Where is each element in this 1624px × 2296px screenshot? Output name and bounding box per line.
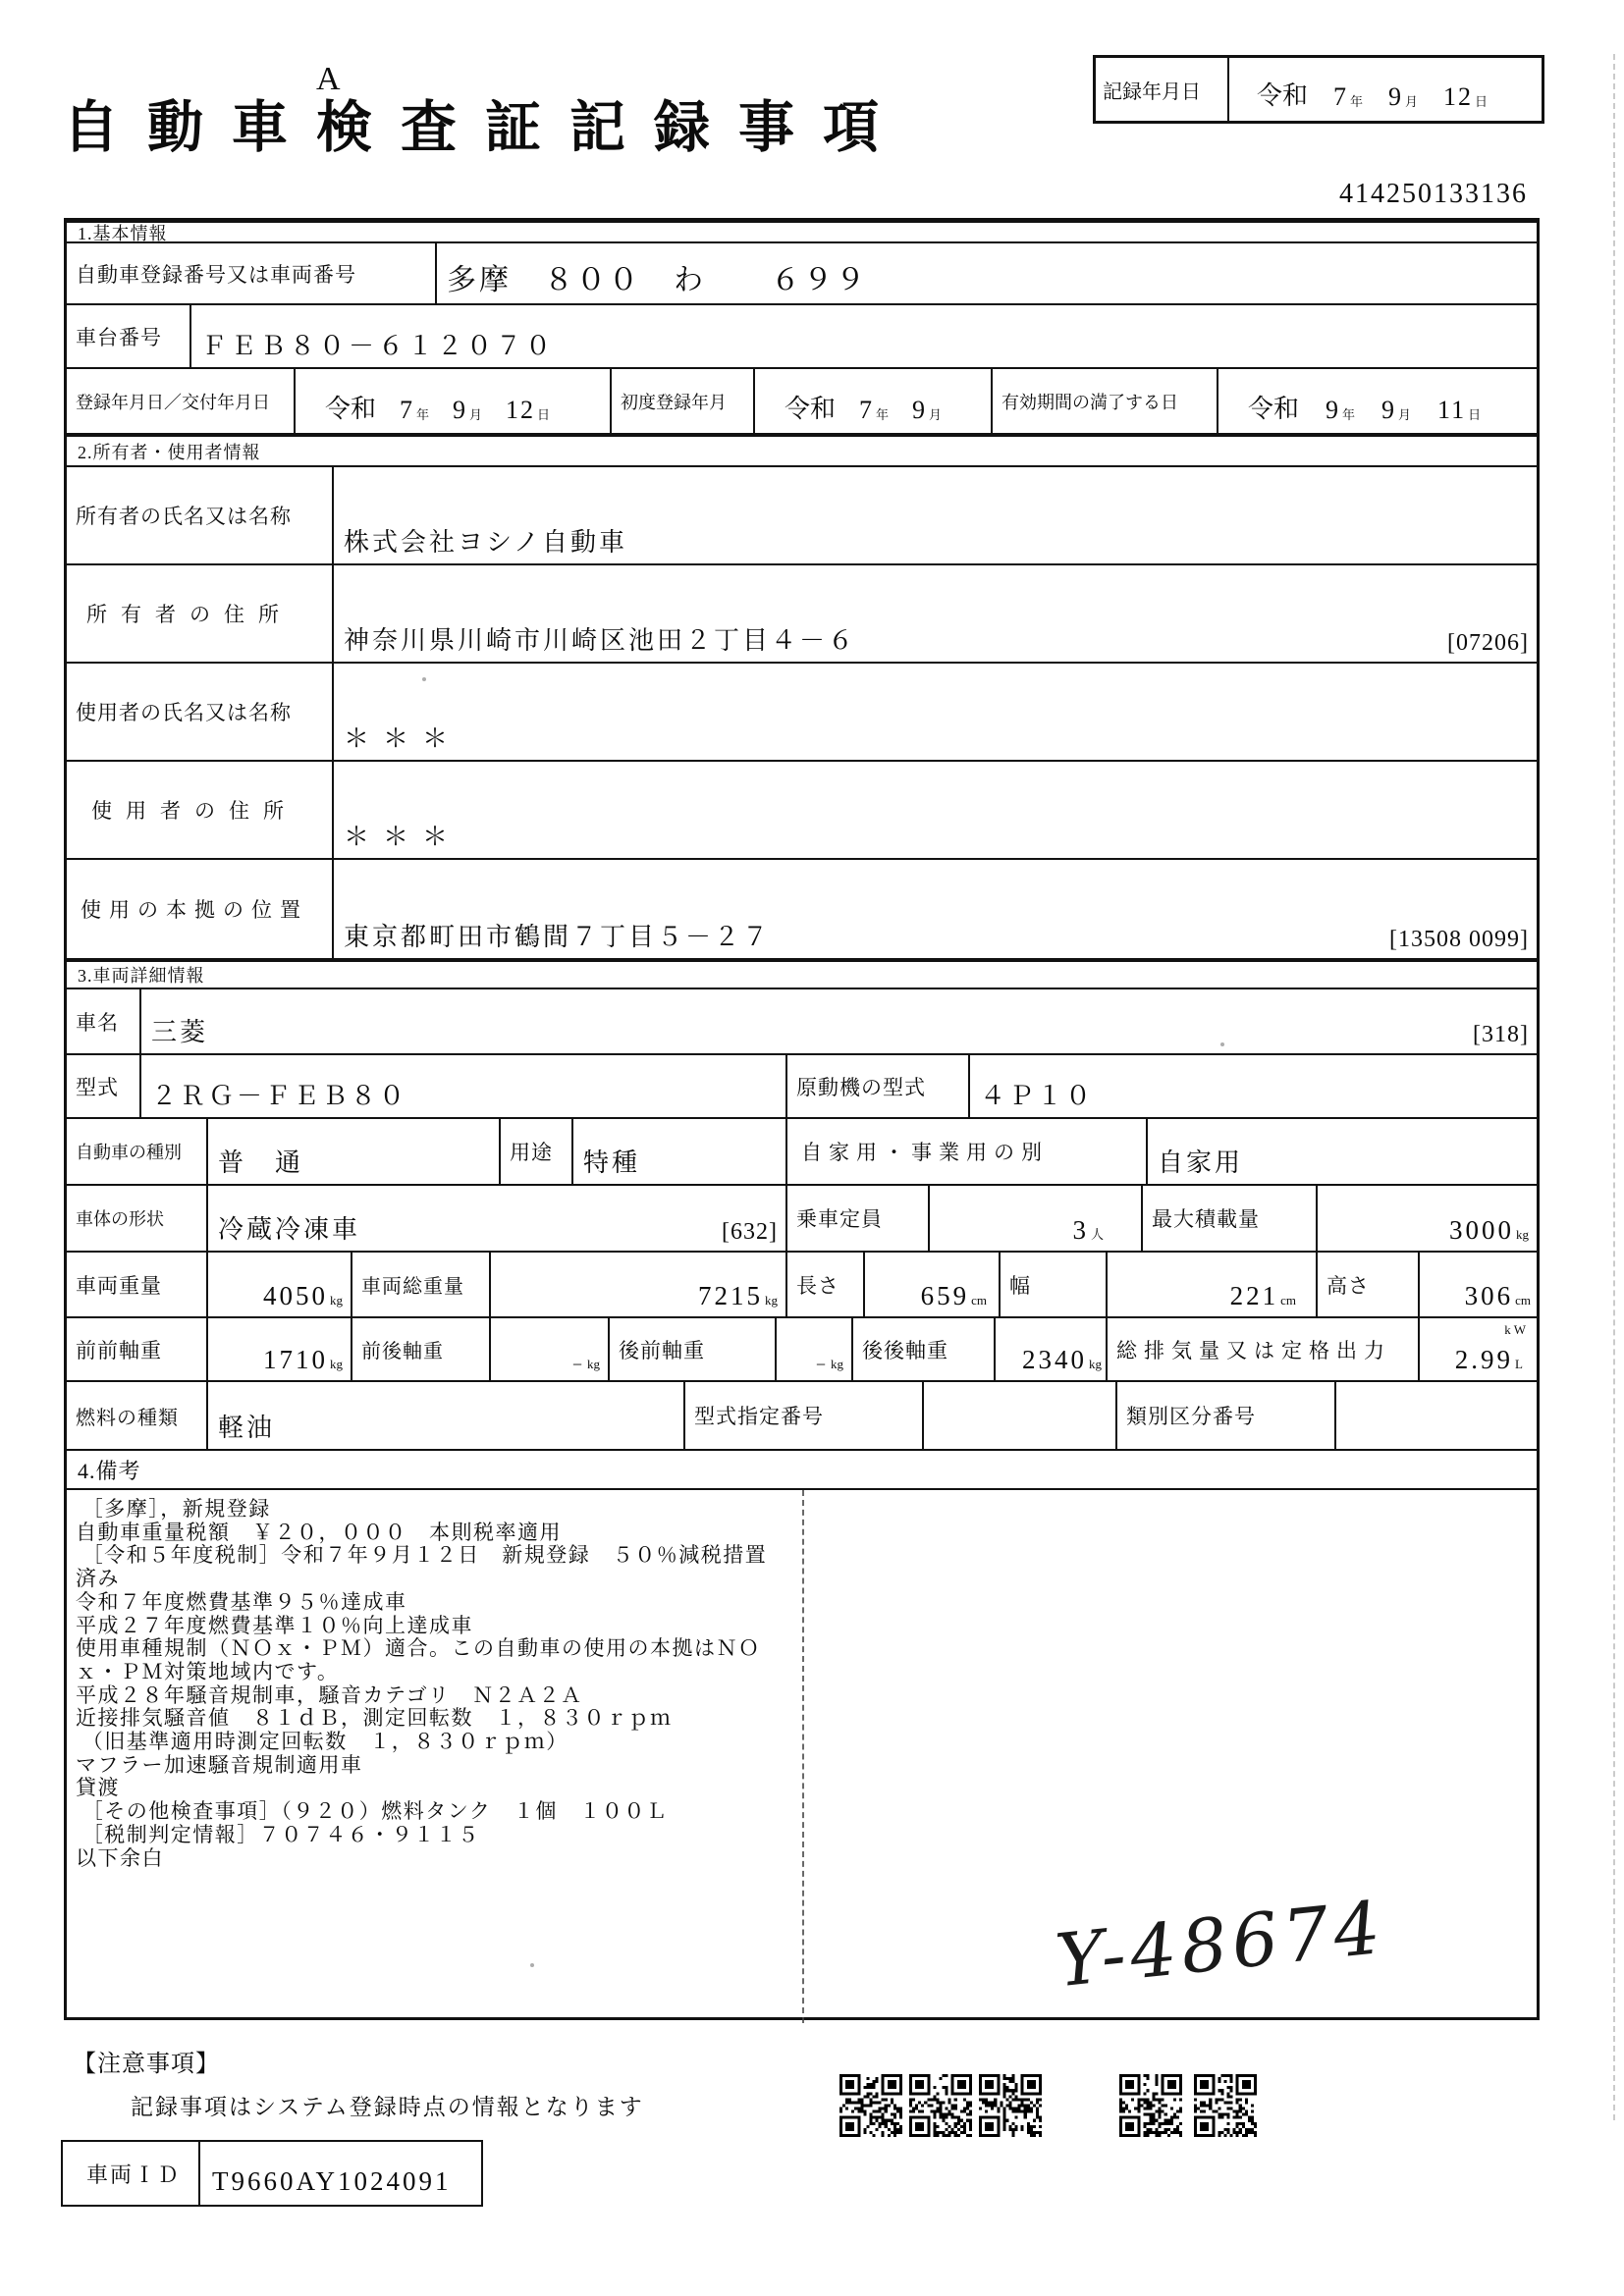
height-label: 高さ [1318,1253,1420,1316]
gross-weight-value: 7215 kg [491,1253,787,1316]
displacement-value: kW 2.99 L [1454,1322,1529,1374]
remarks-block [76,1498,851,1870]
remark-line: 済み [76,1567,120,1591]
user-name-label: 使用者の氏名又は名称 [67,664,334,760]
remark-line: 貸渡 [76,1776,120,1800]
scan-speck [530,1963,534,1967]
handwritten-mark: Y-48674 [1052,1885,1389,2004]
length-label: 長さ [787,1253,865,1316]
vehicle-weight-value: 4050 kg [208,1253,352,1316]
section-basic-info-header: 1.基本情報 [67,221,1537,243]
remark-line: 平成２８年騒音規制車，騒音カテゴリ Ｎ２Ａ２Ａ [76,1682,583,1707]
row-fuel [67,1382,1537,1449]
remark-line: （旧基準適用時測定回転数 １，８３０ｒｐｍ） [76,1730,568,1754]
scan-margin-line [1613,54,1615,2120]
user-name-value: ＊＊＊ [344,724,462,753]
gross-weight-label: 車両総重量 [352,1253,491,1316]
document-number: 414250133136 [1339,179,1528,209]
capacity-label: 乗車定員 [787,1186,930,1251]
engine-model-value: ４Ｐ１０ [980,1082,1095,1110]
row-base-location [67,860,1537,960]
vehicle-id-value: T9660AY1024091 [212,2166,452,2196]
capacity-value: 3 人 [930,1186,1143,1251]
private-business-label: 自家用・事業用の別 [787,1119,1148,1184]
row-vehicle-kind [67,1119,1537,1186]
chassis-number-label: 車台番号 [67,305,191,367]
record-date-era: 令和 [1257,81,1309,110]
remark-line: ［その他検査事項］（９２０）燃料タンク １個 １００Ｌ [76,1799,669,1824]
body-shape-code: [632] [722,1219,778,1245]
page-title: 自動車検査証記録事項 [63,97,907,159]
row-registration-number [67,243,1537,305]
row-make [67,989,1537,1055]
registration-number-value: 多摩 ８００ わ ６９９ [447,264,868,296]
remark-line: マフラー加速騒音規制適用車 [76,1752,363,1777]
model-value: ２ＲＧ－ＦＥＢ８０ [141,1055,787,1117]
remark-line: ［令和５年度税制］令和７年９月１２日 新規登録 ５０％減税措置 [76,1543,768,1568]
vehicle-id-label: 車両ＩＤ [63,2142,200,2205]
axle-rr-value: 2340 kg [996,1318,1108,1380]
vehicle-kind-value: 普 通 [208,1119,501,1184]
remark-line: ［税制判定情報］７０７４６・９１１５ [76,1822,480,1846]
section-remarks-header: 4.備考 [67,1449,1537,1490]
private-business-value: 自家用 [1158,1148,1244,1177]
row-user-address [67,762,1537,860]
type-cert-label: 型式指定番号 [685,1382,924,1449]
qr-code [839,2074,902,2137]
owner-name-label: 所有者の氏名又は名称 [67,467,334,563]
row-owner-name [67,467,1537,565]
height-value: 306 cm [1464,1281,1531,1310]
base-location-code: [13508 0099] [1389,927,1529,952]
remark-line: 使用車種規制（ＮＯｘ・ＰＭ）適合。この自動車の使用の本拠はＮＯ [76,1636,761,1661]
body-shape-value: 冷蔵冷凍車 [632] [208,1186,787,1251]
length-value: 659 cm [865,1253,1001,1316]
scan-speck [422,677,426,681]
chassis-number-value: ＦＥＢ８０－６１２０７０ [201,332,556,360]
remark-line: 以下余白 [76,1845,164,1870]
registration-date-label: 登録年月日／交付年月日 [67,369,296,433]
make-code: [318] [1473,1022,1529,1047]
body-shape-label: 車体の形状 [67,1186,208,1251]
remark-line: ［多摩］，新規登録 [76,1497,271,1521]
notice-title: 【注意事項】 [73,2052,220,2077]
axle-ff-label: 前前軸重 [67,1318,208,1380]
qr-code-row [0,2074,1624,2137]
first-registration-label: 初度登録年月 [612,369,755,433]
registration-number-label: 自動車登録番号又は車両番号 [67,243,437,303]
vehicle-kind-label: 自動車の種別 [67,1119,208,1184]
width-label: 幅 [1001,1253,1108,1316]
width-value: 221 cm [1108,1253,1318,1316]
record-date-label: 記録年月日 [1096,58,1229,121]
axle-ff-value: 1710 kg [208,1318,352,1380]
model-label: 型式 [67,1055,141,1117]
remark-line: 令和７年度燃費基準９５％達成車 [76,1589,407,1614]
make-label: 車名 [67,989,141,1053]
owner-address-value: 神奈川県川崎市川崎区池田２丁目４－６ [07206] [344,626,1529,656]
remark-line: ｘ・ＰＭ対策地域内です。 [76,1659,340,1683]
class-number-value [1336,1382,1537,1449]
qr-code [909,2074,972,2137]
axle-rr-label: 後後軸重 [853,1318,996,1380]
notice-body: 記録事項はシステム登録時点の情報となります [131,2095,644,2119]
owner-name-value: 株式会社ヨシノ自動車 [344,528,627,557]
expiry-date-label: 有効期間の満了する日 [993,369,1218,433]
usage-value: 特種 [573,1119,787,1184]
axle-fr-value: − kg [491,1318,610,1380]
row-model [67,1055,1537,1119]
make-value: 三菱 [318] [151,1018,1529,1047]
axle-fr-label: 前後軸重 [352,1318,491,1380]
base-location-label: 使用の本拠の位置 [67,860,334,958]
engine-model-label: 原動機の型式 [787,1055,970,1117]
row-weights-dimensions [67,1253,1537,1318]
payload-value: 3000 kg [1449,1215,1529,1245]
expiry-date-value: 令和 9 年 9 月 11 日 [1248,395,1482,424]
certificate-table [64,218,1540,2020]
qr-code [1119,2074,1182,2137]
row-axle-weights [67,1318,1537,1382]
displacement-kw-unit: kW [1504,1322,1529,1337]
scan-speck [1220,1042,1224,1046]
row-owner-address [67,565,1537,664]
vehicle-weight-label: 車両重量 [67,1253,208,1316]
qr-code [979,2074,1042,2137]
user-address-label: 使用者の住所 [67,762,334,858]
qr-code [1194,2074,1257,2137]
type-cert-value [924,1382,1117,1449]
section-owner-user-header: 2.所有者・使用者情報 [67,435,1537,467]
displacement-label: 総排気量又は定格出力 [1108,1318,1420,1380]
row-body-shape [67,1186,1537,1253]
payload-label: 最大積載量 [1143,1186,1318,1251]
remark-line: 平成２７年度燃費基準１０％向上達成車 [76,1613,473,1637]
remark-line: 近接排気騒音値 ８１ｄＢ，測定回転数 １，８３０ｒｐｍ [76,1706,673,1731]
fuel-value: 軽油 [208,1382,685,1449]
vehicle-id-box [61,2140,483,2207]
class-number-label: 類別区分番号 [1117,1382,1336,1449]
row-chassis-number [67,305,1537,369]
remark-line: 自動車重量税額 ￥２０，０００ 本則税率適用 [76,1520,562,1544]
row-dates [67,369,1537,435]
user-address-value: ＊＊＊ [344,823,462,851]
fuel-label: 燃料の種類 [67,1382,208,1449]
record-date-box [1093,55,1544,124]
owner-address-code: [07206] [1447,630,1529,656]
page-corner-mark: A [316,61,343,97]
base-location-value: 東京都町田市鶴間７丁目５－２７ [13508 0099] [344,923,1529,952]
remarks-column-divider [802,1490,804,2023]
usage-label: 用途 [501,1119,573,1184]
registration-date-value: 令和 7 年 9 月 12 日 [296,369,612,433]
axle-rf-value: − kg [777,1318,853,1380]
owner-address-label: 所有者の住所 [67,565,334,662]
axle-rf-label: 後前軸重 [610,1318,777,1380]
first-registration-value: 令和 7 年 9 月 [755,369,993,433]
row-user-name [67,664,1537,762]
section-vehicle-details-header: 3.車両詳細情報 [67,960,1537,989]
record-date-value: 令和 7 年 9 月 12 日 [1229,58,1542,121]
